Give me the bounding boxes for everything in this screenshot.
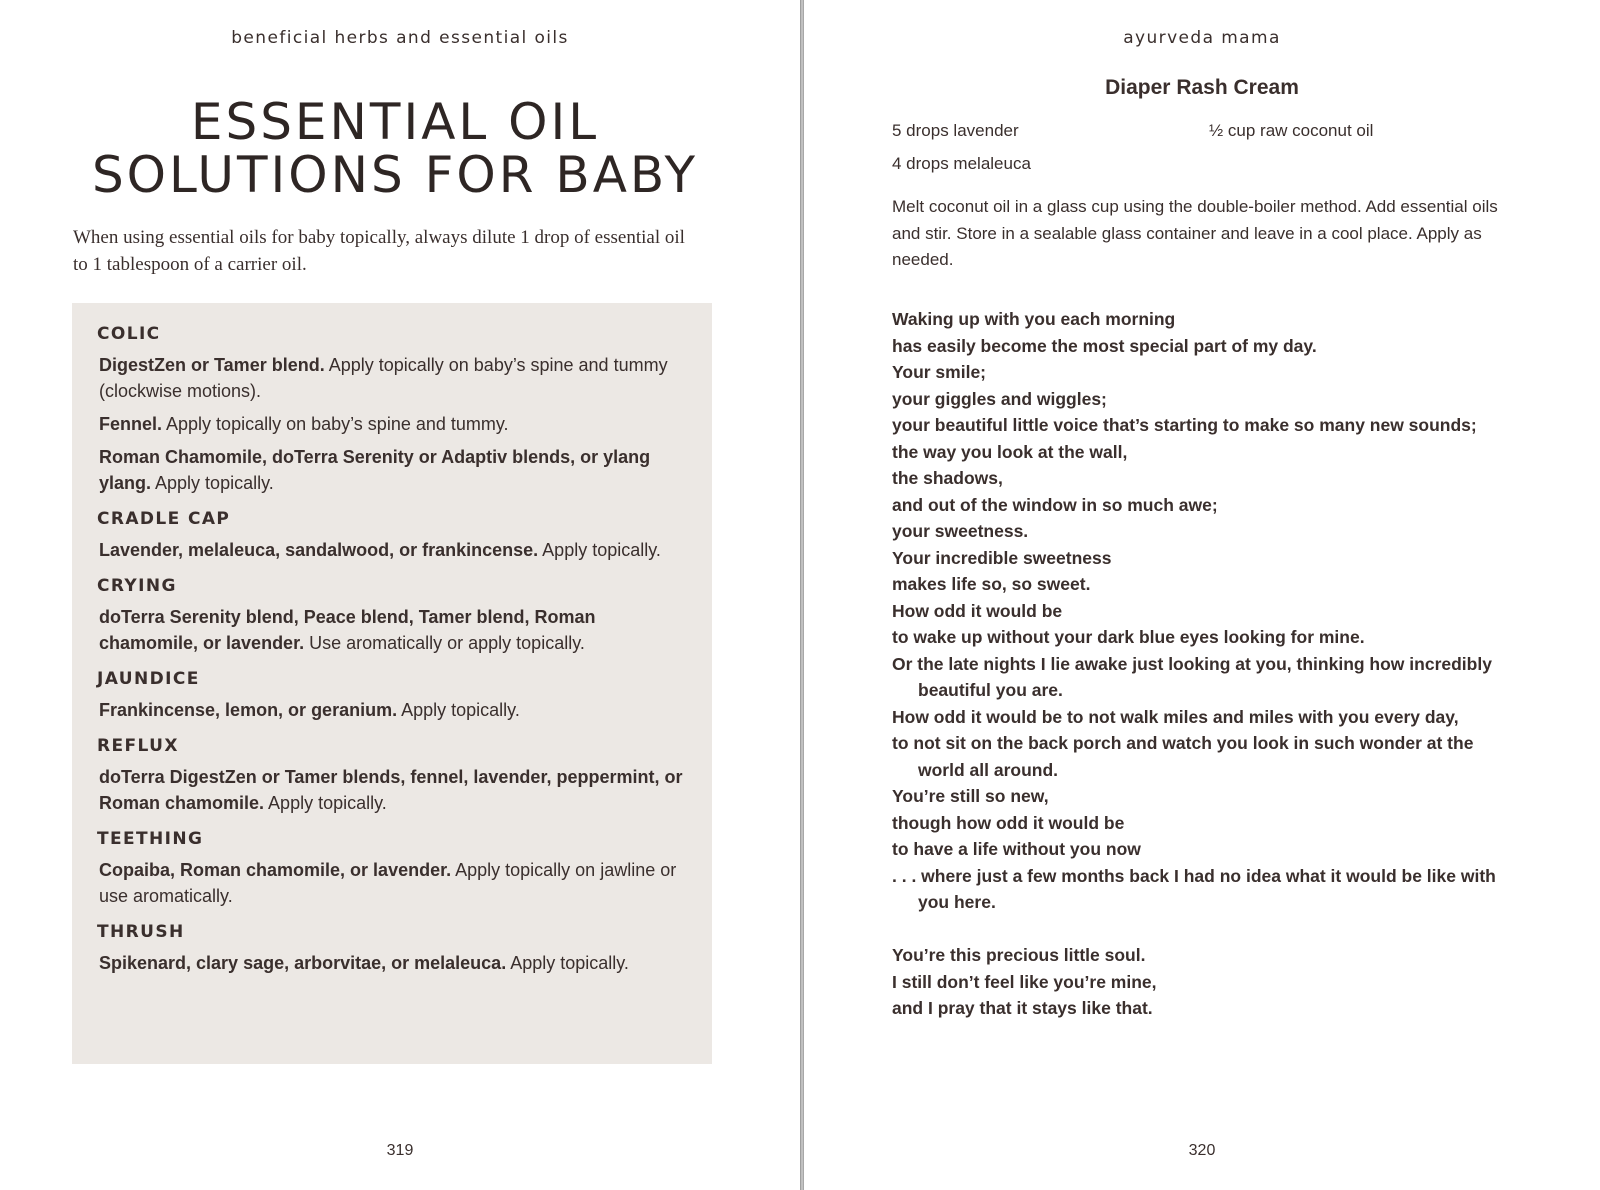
poem-line: makes life so, so sweet. <box>892 574 1091 594</box>
poem-line: to have a life without you now <box>892 839 1141 859</box>
remedy-entry <box>99 950 694 976</box>
remedy-section <box>97 668 694 723</box>
remedy-instructions: Apply topically. <box>538 540 661 560</box>
right-page <box>804 0 1600 1190</box>
poem-line: I still don’t feel like you’re mine, <box>892 971 1157 992</box>
page-number-right: 320 <box>1188 1142 1216 1159</box>
remedy-instructions: Apply topically. <box>264 793 387 813</box>
poem-line: Your incredible sweetness <box>892 547 1112 568</box>
poem-line: to not sit on the back porch and watch you look in such wonder at the world all around. <box>892 733 1474 780</box>
running-head-left: beneficial herbs and essential oils <box>231 28 569 48</box>
poem-line: has easily become the most special part of my day. <box>892 335 1317 356</box>
remedy-instructions: Apply topically. <box>151 473 274 493</box>
recipe-title: Diaper Rash Cream <box>1105 76 1299 99</box>
poem-line: How odd it would be <box>892 600 1063 621</box>
poem-line: You’re this precious little soul. <box>892 945 1146 965</box>
remedy-section <box>97 735 694 816</box>
remedy-section <box>97 828 694 909</box>
section-heading: CRADLE CAP <box>97 509 231 529</box>
poem-line: though how odd it would be <box>892 812 1125 833</box>
section-heading: THRUSH <box>97 922 185 942</box>
section-heading: COLIC <box>97 324 161 344</box>
poem-line: the shadows, <box>892 468 1003 488</box>
remedy-section <box>97 921 694 976</box>
poem-line: your sweetness. <box>892 521 1029 541</box>
intro-paragraph: When using essential oils for baby topically, always dilute 1 drop of essential oil to 1 tablespoon of a carrier oil. <box>73 227 685 275</box>
remedy-oils: Fennel. <box>99 414 163 434</box>
section-heading: REFLUX <box>97 736 179 756</box>
poem-line: Or the late nights I lie awake just looking at you, thinking how incredibly beautiful you are. <box>892 653 1492 700</box>
running-head-right: ayurveda mama <box>1123 28 1281 48</box>
section-heading: TEETHING <box>97 829 204 849</box>
remedy-instructions: Apply topically on jawline or use aromatically. <box>99 860 677 906</box>
remedy-entry <box>99 444 694 496</box>
remedy-oils: Lavender, melaleuca, sandalwood, or frankincense. <box>99 540 539 560</box>
poem-line: your giggles and wiggles; <box>892 388 1107 409</box>
remedy-entry <box>99 764 694 816</box>
remedy-oils: DigestZen or Tamer blend. <box>99 355 325 375</box>
poem-line: your beautiful little voice that’s starting to make so many new sounds; <box>892 415 1477 435</box>
poem-line: How odd it would be to not walk miles and miles with you every day, <box>892 706 1459 727</box>
section-heading: JAUNDICE <box>97 669 200 689</box>
remedy-oils: Spikenard, clary sage, arborvitae, or melaleuca. <box>99 953 507 973</box>
remedy-entry <box>99 411 694 437</box>
remedy-entry <box>99 604 694 656</box>
poem-line: the way you look at the wall, <box>892 441 1128 462</box>
poem <box>892 306 1512 1022</box>
ingredient-item: ½ cup raw coconut oil <box>1209 121 1374 140</box>
remedy-entry <box>99 352 694 404</box>
recipe-method: Melt coconut oil in a glass cup using the double-boiler method. Add essential oils and stir. Store in a sealable glass container and leave in a cool place. Apply as needed. <box>892 197 1498 269</box>
title-line-1: ESSENTIAL OIL <box>190 93 600 151</box>
poem-line: Waking up with you each morning <box>892 309 1176 329</box>
remedy-instructions: Apply topically on baby’s spine and tummy. <box>162 414 509 434</box>
remedy-entry <box>99 857 694 909</box>
poem-line: and I pray that it stays like that. <box>892 998 1153 1018</box>
poem-line: Your smile; <box>892 362 987 382</box>
title-line-2: SOLUTIONS FOR BABY <box>91 146 699 204</box>
remedy-section <box>97 575 694 656</box>
remedy-instructions: Apply topically on baby’s spine and tummy (clockwise motions). <box>99 355 668 401</box>
ingredient-item: 5 drops lavender <box>892 121 1019 140</box>
remedy-oils: doTerra DigestZen or Tamer blends, fennel, lavender, peppermint, or Roman chamomile. <box>99 767 683 813</box>
remedy-instructions: Apply topically. <box>506 953 629 973</box>
remedy-oils: Roman Chamomile, doTerra Serenity or Adaptiv blends, or ylang ylang. <box>99 447 651 493</box>
remedy-oils: Copaiba, Roman chamomile, or lavender. <box>99 860 452 880</box>
page-number-left: 319 <box>386 1142 414 1159</box>
remedy-entry <box>99 537 694 563</box>
poem-line: and out of the window in so much awe; <box>892 494 1218 515</box>
remedy-section <box>97 508 694 563</box>
remedy-oils: Frankincense, lemon, or geranium. <box>99 700 398 720</box>
remedy-entry <box>99 697 694 723</box>
remedy-section <box>97 323 694 496</box>
remedies-sidebar <box>72 303 712 1064</box>
section-heading: CRYING <box>97 576 177 596</box>
poem-line: . . . where just a few months back I had no idea what it would be like with you here. <box>892 865 1496 912</box>
ingredient-item: 4 drops melaleuca <box>892 154 1031 173</box>
remedy-oils: doTerra Serenity blend, Peace blend, Tamer blend, Roman chamomile, or lavender. <box>99 607 596 653</box>
remedy-instructions: Use aromatically or apply topically. <box>304 633 585 653</box>
page-title <box>60 93 730 204</box>
stanza-break <box>892 916 1512 943</box>
poem-line: You’re still so new, <box>892 786 1049 806</box>
remedy-instructions: Apply topically. <box>397 700 520 720</box>
poem-line: to wake up without your dark blue eyes looking for mine. <box>892 627 1365 647</box>
